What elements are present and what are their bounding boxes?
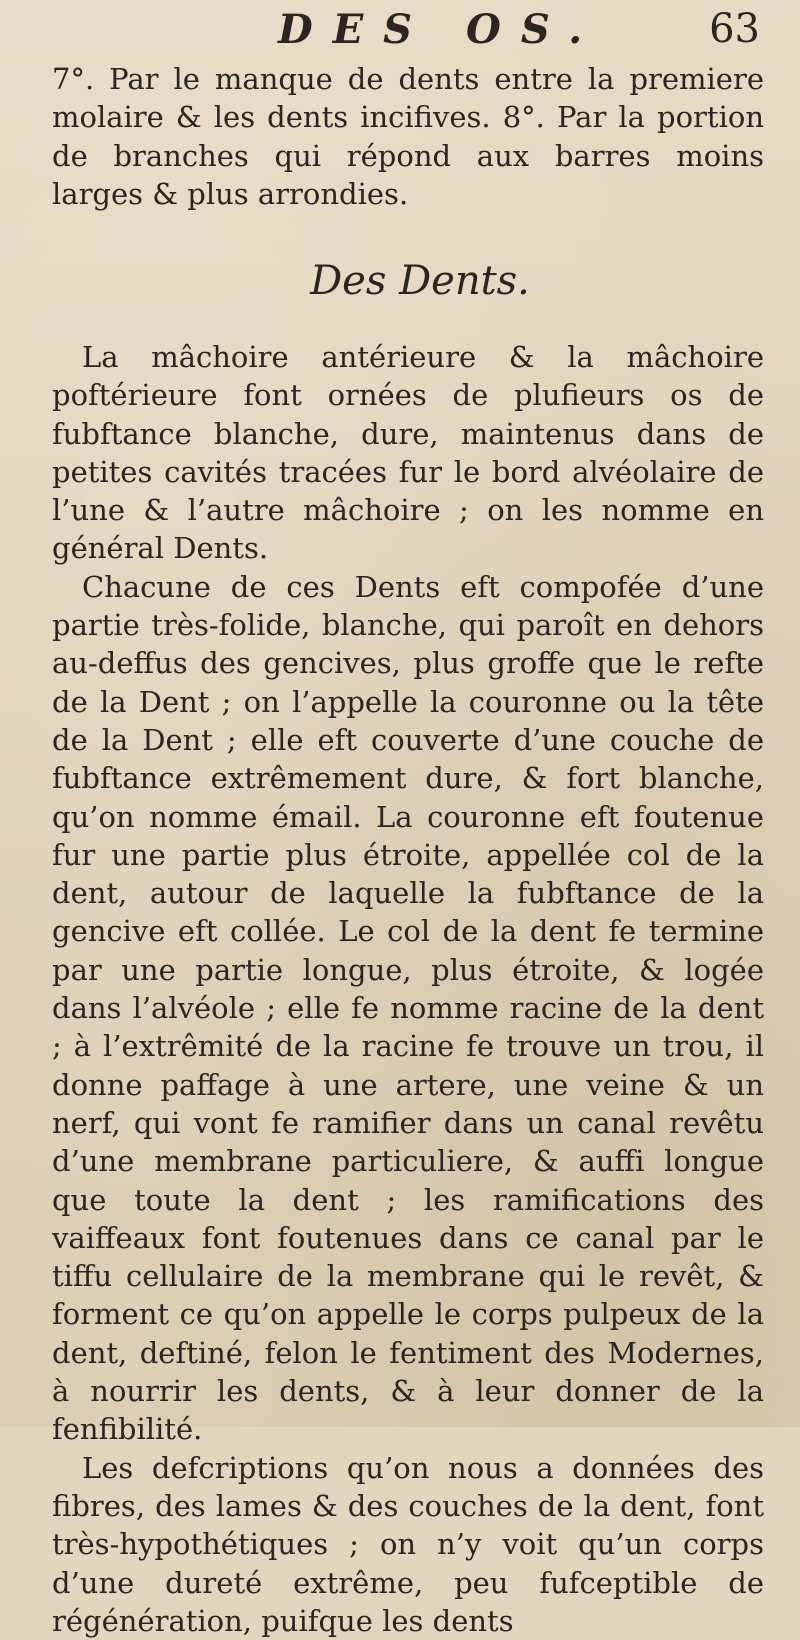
running-title: DES OS. — [278, 6, 603, 53]
body-text — [52, 338, 764, 1640]
paragraph: La mâchoire antérieure & la mâchoire poftérieure font ornées de plufieurs os de fubftance blanche, dure, maintenus dans de petites cavités tracées fur le bord alvéolaire de l’une & l’autre mâchoire ; on les nomme en général Dents. — [52, 340, 764, 566]
page-header — [48, 6, 760, 66]
page-number: 63 — [709, 6, 760, 52]
section-title: Des Dents. — [310, 258, 530, 304]
paragraph: Chacune de ces Dents eft compofée d’une partie très-folide, blanche, qui paroît en dehors au-deffus des gencives, plus groffe que le refte de la Dent ; on l’appelle la couronne ou la tête de la Dent ; elle eft couverte d’une couche de fubftance extrêmement dure, & fort blanche, qu’on nomme émail. La couronne eft foutenue fur une partie plus étroite, appellée col de la dent, autour de laquelle la fubftance de la gencive eft collée. Le col de la dent fe termine par une partie longue, plus étroite, & logée dans l’alvéole ; elle fe nomme racine de la dent ; à l’extrêmité de la racine fe trouve un trou, il donne paffage à une artere, une veine & un nerf, qui vont fe ramifier dans un canal revêtu d’une membrane particuliere, & auffi longue que toute la dent ; les ramifications des vaiffeaux font foutenues dans ce canal par le tiffu cellulaire de la membrane qui le revêt, & forment ce qu’on appelle le corps pulpeux de la dent, deftiné, felon le fentiment des Modernes, à nourrir les dents, & à leur donner de la fenfibilité. — [52, 569, 764, 1447]
paragraph: Les defcriptions qu’on nous a données des fibres, des lames & des couches de la dent, font très-hypothétiques ; on n’y voit qu’un corps d’une dureté extrême, peu fufceptible de régénération, puifque les dents — [52, 1450, 764, 1638]
top-paragraph: 7°. Par le manque de dents entre la premiere molaire & les dents incifives. 8°. Par la portion de branches qui répond aux barres moins larges & plus arrondies. — [52, 62, 764, 211]
